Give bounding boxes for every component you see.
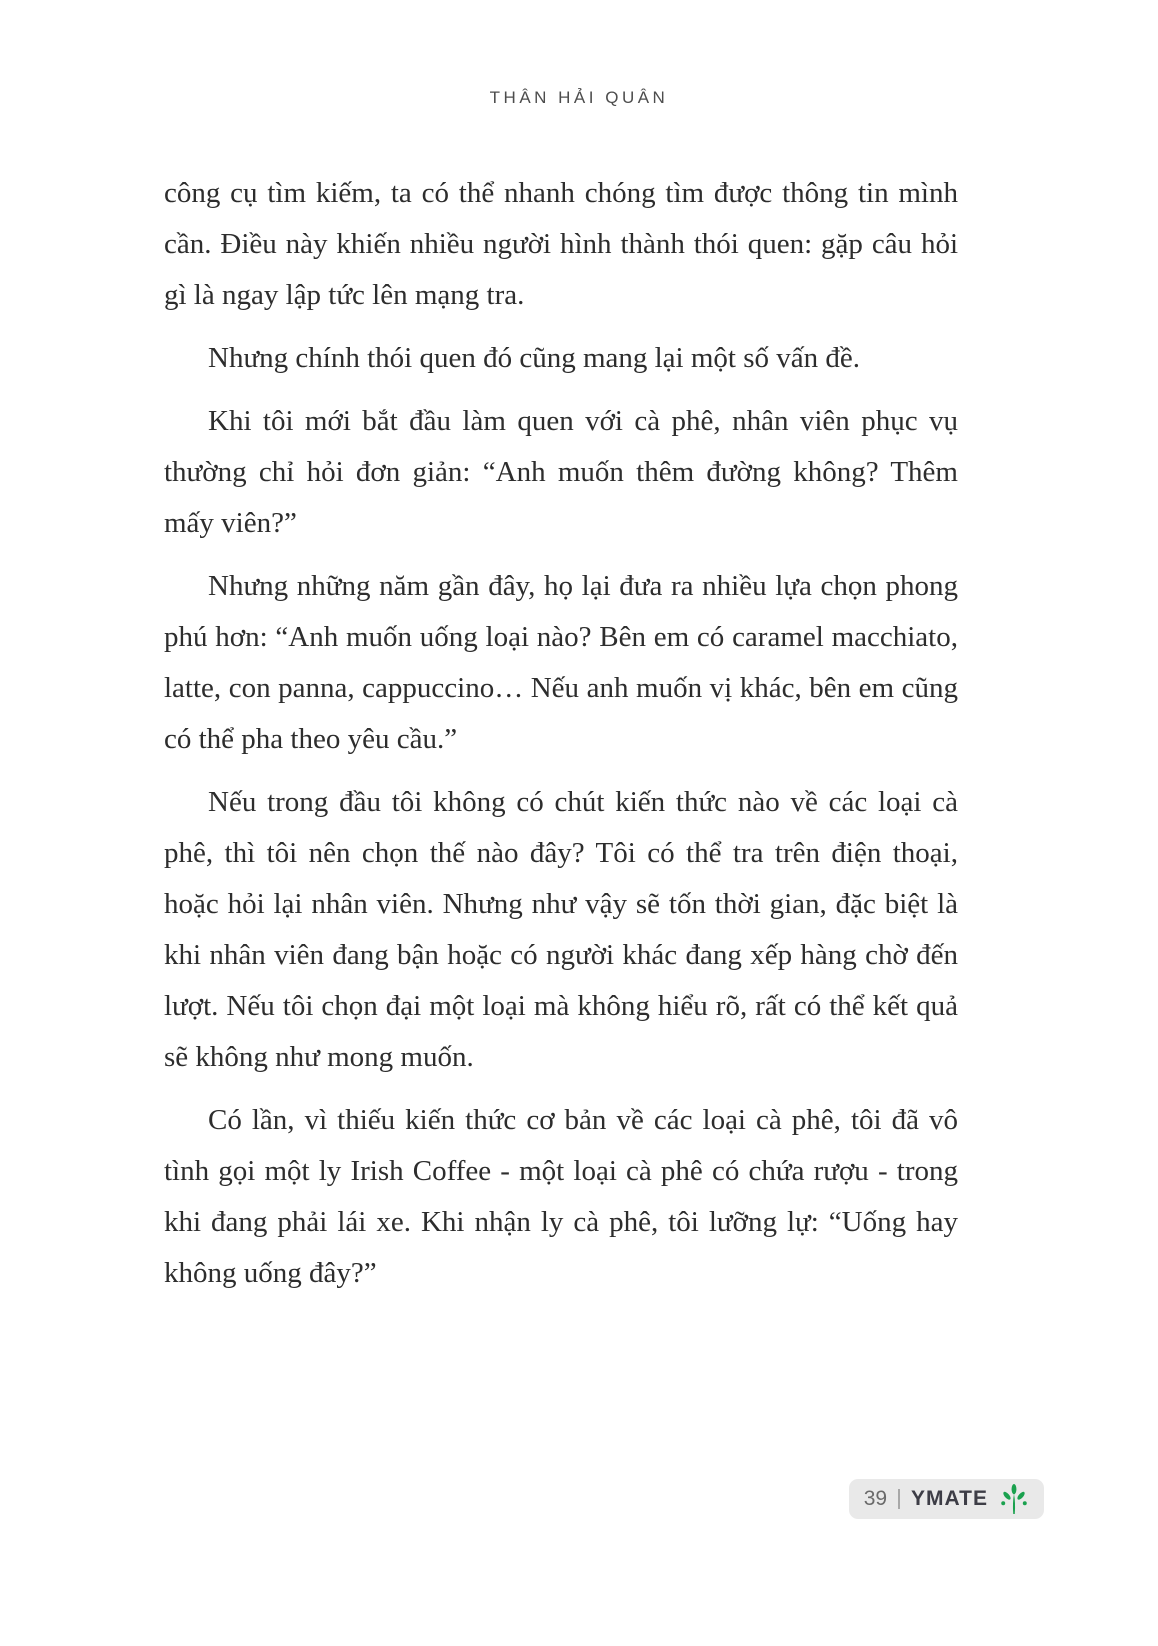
page-number: 39 xyxy=(863,1487,888,1510)
paragraph: Khi tôi mới bắt đầu làm quen với cà phê, nhân viên phục vụ thường chỉ hỏi đơn giản: “Anh muốn thêm đường không? Thêm mấy viên?” xyxy=(164,405,958,539)
running-header: THÂN HẢI QUÂN xyxy=(489,88,669,107)
footer-divider xyxy=(898,1489,900,1509)
ymate-logo-icon xyxy=(999,1483,1029,1515)
paragraph: Nhưng chính thói quen đó cũng mang lại một số vấn đề. xyxy=(208,342,861,374)
footer-badge xyxy=(849,1479,1044,1519)
body-text xyxy=(164,168,958,1311)
paragraph: Nếu trong đầu tôi không có chút kiến thức nào về các loại cà phê, thì tôi nên chọn thế nào đây? Tôi có thể tra trên điện thoại, hoặc hỏi lại nhân viên. Nhưng như vậy sẽ tốn thời gian, đặc biệt là khi nhân viên đang bận hoặc có người khác đang xếp hàng chờ đến lượt. Nếu tôi chọn đại một loại mà không hiểu rõ, rất có thể kết quả sẽ không như mong muốn. xyxy=(164,786,958,1073)
paragraph: Nhưng những năm gần đây, họ lại đưa ra nhiều lựa chọn phong phú hơn: “Anh muốn uống loại nào? Bên em có caramel macchiato, latte, con panna, cappuccino… Nếu anh muốn vị khác, bên em cũng có thể pha theo yêu cầu.” xyxy=(164,570,958,755)
paragraph: Có lần, vì thiếu kiến thức cơ bản về các loại cà phê, tôi đã vô tình gọi một ly Irish Coffee - một loại cà phê có chứa rượu - trong khi đang phải lái xe. Khi nhận ly cà phê, tôi lưỡng lự: “Uống hay không uống đây?” xyxy=(164,1104,958,1289)
paragraph: công cụ tìm kiếm, ta có thể nhanh chóng tìm được thông tin mình cần. Điều này khiến nhiều người hình thành thói quen: gặp câu hỏi gì là ngay lập tức lên mạng tra. xyxy=(164,177,958,311)
brand-name: YMATE xyxy=(911,1487,988,1510)
